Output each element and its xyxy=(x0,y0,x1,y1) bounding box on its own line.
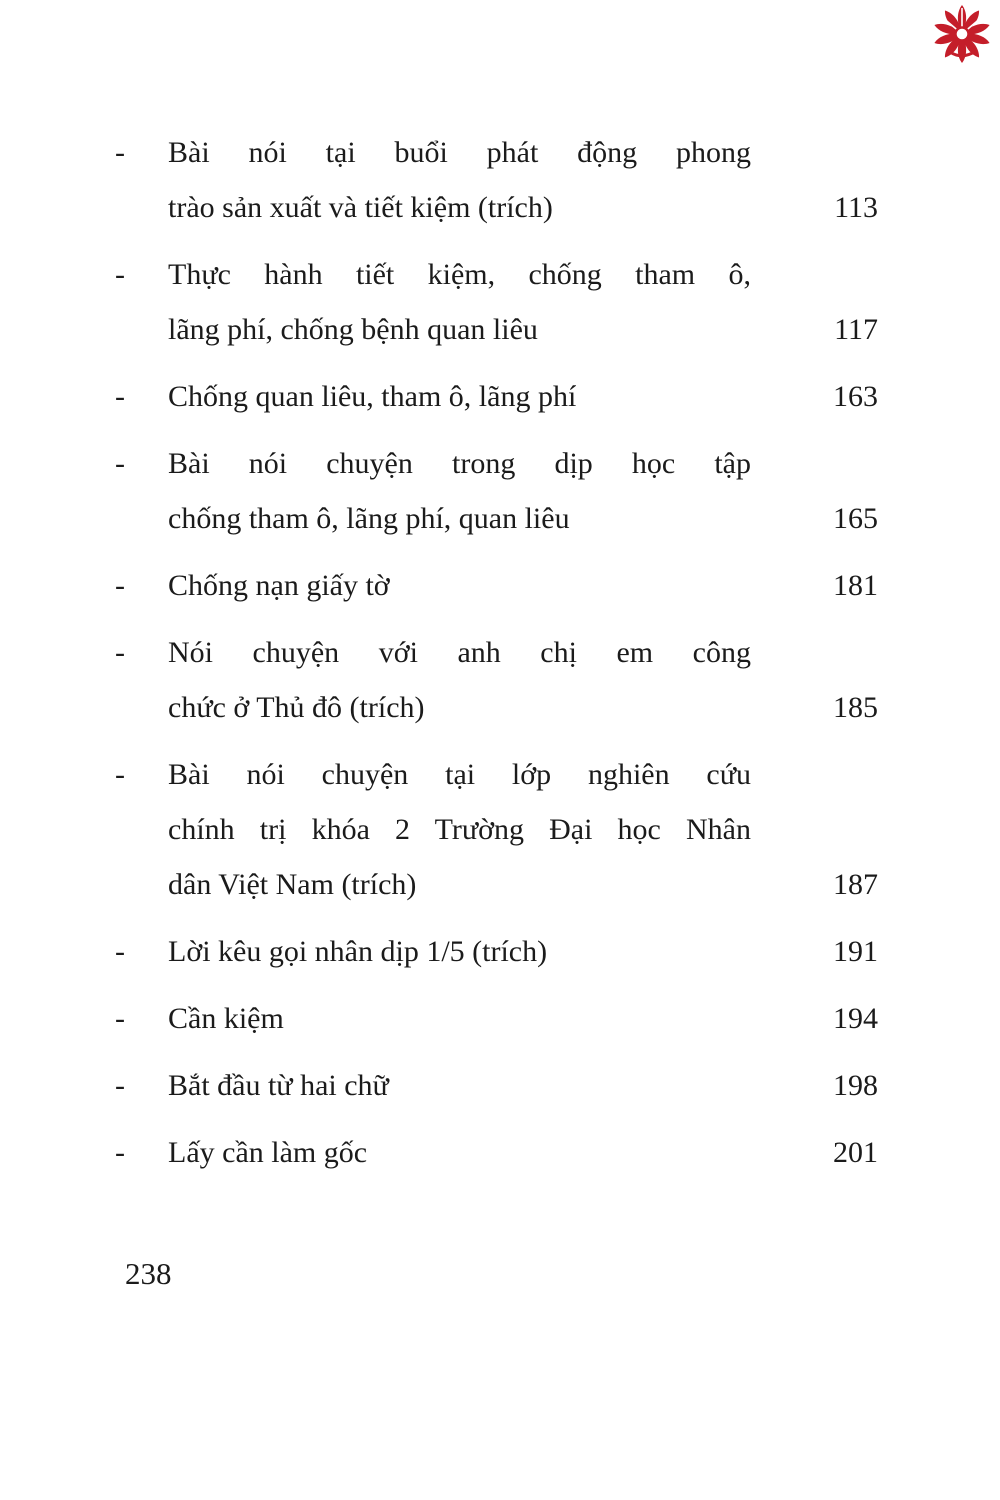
toc-entry-title-block xyxy=(168,558,751,613)
toc-line: Bài nói tại buổi phát động phong xyxy=(168,136,751,169)
toc-entry xyxy=(115,125,878,235)
toc-line: Lấy cần làm gốc xyxy=(168,1136,368,1169)
toc-entry-page: 181 xyxy=(833,569,878,602)
toc-entry-dash: - xyxy=(115,258,125,291)
toc-entry xyxy=(115,247,878,357)
toc-entry-dash: - xyxy=(115,136,125,169)
toc-entry-page: 198 xyxy=(833,1069,878,1102)
toc-entry-page: 163 xyxy=(833,380,878,413)
toc-entry-title-block xyxy=(168,125,751,235)
toc-line: chức ở Thủ đô (trích) xyxy=(168,691,425,724)
toc-entry-dash: - xyxy=(115,569,125,602)
toc-line: Bài nói chuyện tại lớp nghiên cứu xyxy=(168,758,751,791)
toc-entry-dash: - xyxy=(115,636,125,669)
toc-entry-title-block xyxy=(168,991,751,1046)
toc-entry-page: 201 xyxy=(833,1136,878,1169)
toc-entry xyxy=(115,924,878,979)
toc-entry-page: 113 xyxy=(834,191,878,224)
toc-line: Nói chuyện với anh chị em công xyxy=(168,636,751,669)
toc-entry-dash: - xyxy=(115,1002,125,1035)
toc-entry-page: 185 xyxy=(833,691,878,724)
toc-entry-title-block xyxy=(168,924,751,979)
toc-entry xyxy=(115,625,878,735)
toc-entry-title-block xyxy=(168,1058,751,1113)
toc-entry xyxy=(115,436,878,546)
toc-line: chống tham ô, lãng phí, quan liêu xyxy=(168,502,570,535)
toc-entry xyxy=(115,991,878,1046)
toc-list xyxy=(115,125,878,1192)
toc-entry-page: 187 xyxy=(833,868,878,901)
toc-entry-dash: - xyxy=(115,447,125,480)
toc-entry-page: 165 xyxy=(833,502,878,535)
toc-line: Lời kêu gọi nhân dịp 1/5 (trích) xyxy=(168,935,548,968)
toc-entry-title-block xyxy=(168,247,751,357)
toc-line: Chống quan liêu, tham ô, lãng phí xyxy=(168,380,577,413)
toc-entry-title-block xyxy=(168,1125,751,1180)
publisher-logo-icon xyxy=(930,2,994,66)
toc-entry xyxy=(115,558,878,613)
toc-entry-title-block xyxy=(168,625,751,735)
toc-entry-dash: - xyxy=(115,1069,125,1102)
toc-entry xyxy=(115,1058,878,1113)
toc-line: Cần kiệm xyxy=(168,1002,284,1035)
toc-entry xyxy=(115,747,878,912)
toc-entry-title-block xyxy=(168,369,751,424)
toc-entry xyxy=(115,369,878,424)
toc-entry-title-block xyxy=(168,436,751,546)
toc-line: dân Việt Nam (trích) xyxy=(168,868,417,901)
toc-line: lãng phí, chống bệnh quan liêu xyxy=(168,313,538,346)
toc-entry-dash: - xyxy=(115,935,125,968)
toc-entry-page: 117 xyxy=(834,313,878,346)
folio-page-number: 238 xyxy=(125,1256,172,1291)
toc-line: Thực hành tiết kiệm, chống tham ô, xyxy=(168,258,751,291)
toc-line: Bắt đầu từ hai chữ xyxy=(168,1069,389,1102)
toc-entry-title-block xyxy=(168,747,751,912)
toc-entry-dash: - xyxy=(115,380,125,413)
toc-entry-dash: - xyxy=(115,1136,125,1169)
toc-entry-page: 194 xyxy=(833,1002,878,1035)
toc-entry-dash: - xyxy=(115,758,125,791)
toc-line: chính trị khóa 2 Trường Đại học Nhân xyxy=(168,813,751,846)
toc-line: Chống nạn giấy tờ xyxy=(168,569,390,602)
toc-line: Bài nói chuyện trong dịp học tập xyxy=(168,447,751,480)
toc-entry-page: 191 xyxy=(833,935,878,968)
toc-entry xyxy=(115,1125,878,1180)
toc-line: trào sản xuất và tiết kiệm (trích) xyxy=(168,191,553,224)
